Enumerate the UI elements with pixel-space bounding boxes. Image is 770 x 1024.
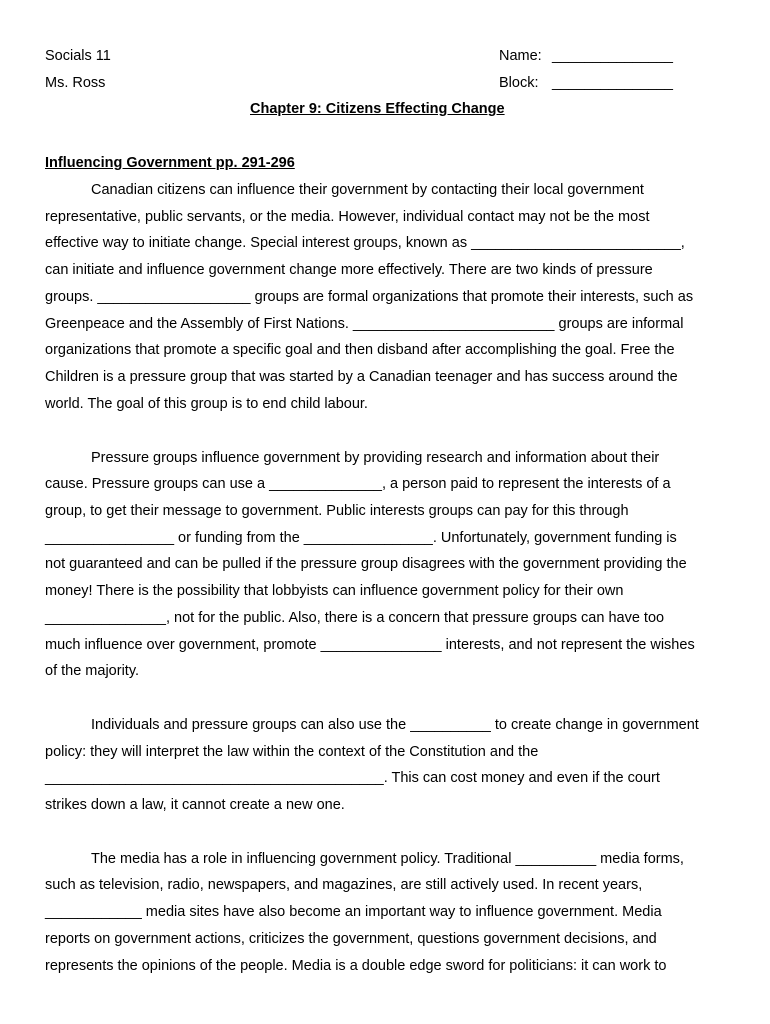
text-line: policy: they will interpret the law within the context of the Constitution and the: [45, 744, 539, 760]
text-line: representative, public servants, or the media. However, individual contact may not be the most: [45, 209, 650, 225]
block-label: Block:: [499, 75, 539, 91]
text-line: world. The goal of this group is to end child labour.: [45, 396, 368, 412]
text-line: __________________________________________. This can cost money and even if the court: [45, 770, 660, 786]
teacher-name: Ms. Ross: [45, 75, 106, 91]
text-line: Children is a pressure group that was started by a Canadian teenager and has success around the: [45, 369, 678, 385]
text-line: Pressure groups influence government by providing research and information about their: [91, 450, 660, 466]
block-field[interactable]: _______________: [552, 75, 673, 91]
course-name: Socials 11: [45, 48, 111, 64]
text-line: strikes down a law, it cannot create a new one.: [45, 797, 345, 813]
section-heading: Influencing Government pp. 291-296: [45, 155, 295, 171]
text-line: _______________, not for the public. Also, there is a concern that pressure groups can have too: [45, 610, 665, 626]
text-line: can initiate and influence government change more effectively. There are two kinds of pressure: [45, 262, 653, 278]
name-label: Name:: [499, 48, 542, 64]
text-line: reports on government actions, criticizes the government, questions government decisions, and: [45, 931, 657, 947]
text-line: not guaranteed and can be pulled if the pressure group disagrees with the government providing the: [45, 556, 687, 572]
name-field[interactable]: _______________: [552, 48, 673, 64]
page-title: Chapter 9: Citizens Effecting Change: [250, 101, 505, 117]
text-line: of the majority.: [45, 663, 140, 679]
text-line: effective way to initiate change. Special interest groups, known as __________________________,: [45, 235, 685, 251]
text-line: cause. Pressure groups can use a ______________, a person paid to represent the interests of a: [45, 476, 671, 492]
text-line: money! There is the possibility that lobbyists can influence government policy for their own: [45, 583, 624, 599]
text-line: ____________ media sites have also become an important way to influence government. Media: [45, 904, 662, 920]
text-line: such as television, radio, newspapers, and magazines, are still actively used. In recent years,: [45, 877, 643, 893]
text-line: The media has a role in influencing government policy. Traditional __________ media forms,: [91, 851, 684, 867]
text-line: Greenpeace and the Assembly of First Nations. _________________________ groups are informal: [45, 316, 684, 332]
text-line: groups. ___________________ groups are formal organizations that promote their interests, such as: [45, 289, 694, 305]
text-line: group, to get their message to government. Public interests groups can pay for this through: [45, 503, 629, 519]
text-line: Canadian citizens can influence their government by contacting their local government: [91, 182, 644, 198]
text-line: ________________ or funding from the ________________. Unfortunately, government funding is: [45, 530, 677, 546]
text-line: much influence over government, promote _______________ interests, and not represent the wishes: [45, 637, 695, 653]
text-line: represents the opinions of the people. Media is a double edge sword for politicians: it can work to: [45, 958, 667, 974]
text-line: Individuals and pressure groups can also use the __________ to create change in government: [91, 717, 699, 733]
text-line: organizations that promote a specific goal and then disband after accomplishing the goal. Free the: [45, 342, 675, 358]
